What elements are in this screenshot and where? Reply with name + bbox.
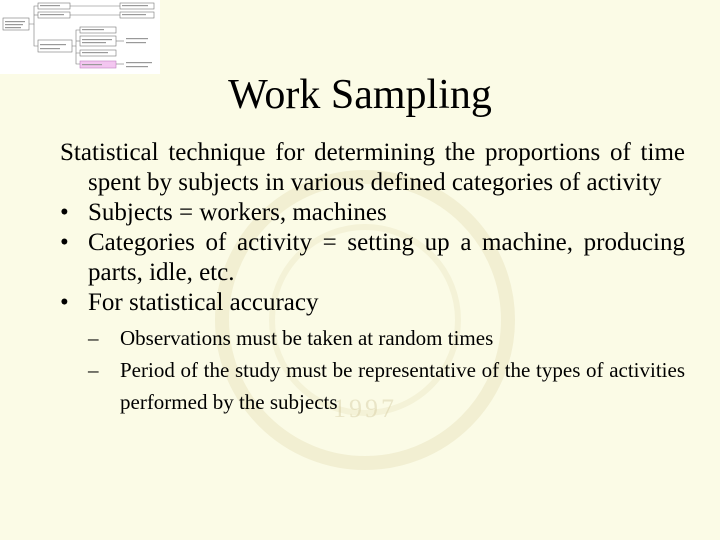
bullet-icon: • — [60, 199, 69, 226]
watermark-year: 1997 — [333, 394, 397, 423]
dash-icon: – — [88, 358, 99, 382]
sub-bullet-item — [60, 322, 685, 354]
bullet-item — [60, 198, 685, 228]
bullet-item — [60, 288, 685, 318]
sub-bullet-text: Period of the study must be representative of the types of activities performed by the subjects — [120, 358, 685, 414]
sub-bullet-text: Observations must be taken at random times — [120, 326, 494, 350]
bullet-icon: • — [60, 289, 69, 316]
sub-bullet-item — [60, 354, 685, 418]
bullet-text: For statistical accuracy — [88, 289, 319, 316]
bullet-icon: • — [60, 229, 69, 256]
bullet-item — [60, 228, 685, 288]
dash-icon: – — [88, 326, 99, 350]
flowchart-thumbnail — [0, 0, 160, 74]
bullet-text: Subjects = workers, machines — [88, 199, 387, 226]
flowchart-thumbnail-icon — [0, 0, 160, 74]
slide-body — [60, 138, 685, 418]
slide-title: Work Sampling — [228, 72, 492, 118]
bullet-text: Categories of activity = setting up a machine, producing parts, idle, etc. — [88, 229, 685, 286]
definition-text: Statistical technique for determining the proportions of time spent by subjects in various defined categories of activity — [60, 139, 685, 196]
